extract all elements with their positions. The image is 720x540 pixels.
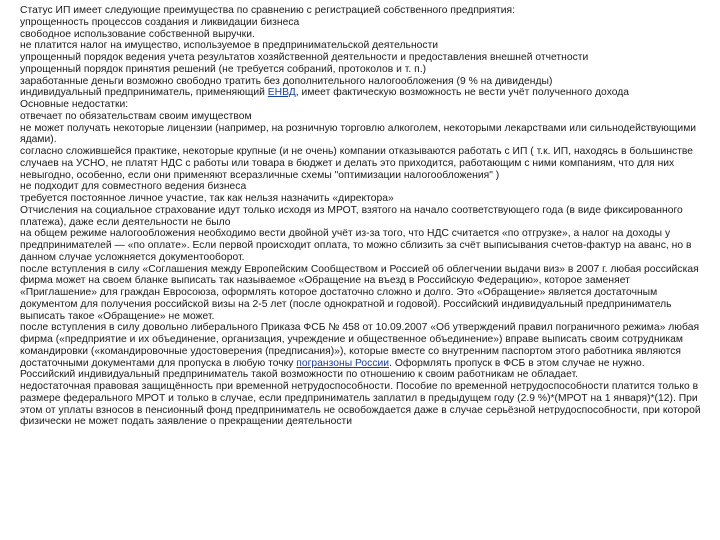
- text-segment: . Оформлять пропуск в ФСБ в этом случае не нужно. Российский индивидуальный предприниматель такой возможности по отношению к своим работникам не обладает.: [20, 357, 645, 381]
- list-item: упрощенный порядок ведения учета результатов хозяйственной деятельности и предоставления внешней отчетности: [20, 52, 589, 63]
- list-item: на общем режиме налогообложения необходимо вести двойной учёт из-за того, что НДС считается «по отгрузке», а налог на доходы у предпринимателей — «по оплате». Если первой происходит оплата, то можно сблизить за счёт выписывания счетов-фактур на аванс, но в данном случае усложняется документооборот.: [20, 228, 692, 263]
- text-segment: индивидуальный предприниматель, применяющий: [20, 87, 268, 99]
- text-segment: после вступления в силу довольно либерального Приказа ФСБ № 458 от 10.09.2007 «Об утверждений правил пограничного режима» любая фирма («предприятие и их объединение, организация, учреждение и общественное объединение») вправе выписать своим сотрудникам командировки («командировочные удостоверения (предписания)»), которые вместе со внутренним паспортом этого работника являются достаточными документами для пропуска в любую точку: [20, 322, 700, 369]
- list-item: согласно сложившейся практике, некоторые крупные (и не очень) компании отказываются работать с ИП ( т.к. ИП, находясь в большинстве случаев на УСНО, не платят НДС с работы или товара в бюджет и делать это приходится, работающим с ними компаниям, что для них невыгодно, особенно, если они применяют всеразличные схемы "оптимизации налогообложения" ): [20, 146, 694, 181]
- list-item: требуется постоянное личное участие, так как нельзя назначить «директора»: [20, 193, 394, 204]
- intro-disadvantages: Основные недостатки:: [20, 99, 129, 110]
- list-item: после вступления в силу «Соглашения между Европейским Сообществом и Россией об облегчении выдачи виз» в 2007 г. любая российская фирма может на своем бланке выписать так называемое «Обращение на въезд в Российскую Федерацию», которое заменяет «Приглашение» для граждан Евросоюза, оформлять которое достаточно сложно и долго. Это «Обращение» является достаточным документом для получения российской визы на 2-5 лет (после однократной и годовой). Российский индивидуальный предприниматель выписать такое «Обращение» не может.: [20, 263, 699, 322]
- intro-advantages: Статус ИП имеет следующие преимущества по сравнению с регистрацией собственного предприятия:: [20, 5, 516, 16]
- list-item: упрощенность процессов создания и ликвидации бизнеса: [20, 16, 300, 28]
- text-segment: , имеет фактическую возможность не вести учёт полученного дохода: [295, 87, 630, 99]
- list-item: Отчисления на социальное страхование идут только исходя из МРОТ, взятого на начало соответствующего года (в виде фиксированного платежа), даже если деятельности не было: [20, 204, 683, 228]
- border-zone-link[interactable]: погранзоны России: [296, 357, 390, 369]
- document-body: [20, 5, 702, 428]
- list-item: свободное использование собственной выручки.: [20, 28, 255, 40]
- envd-link[interactable]: ЕНВД: [267, 87, 296, 99]
- list-item: не платится налог на имущество, используемое в предпринимательской деятельности: [20, 40, 439, 52]
- list-item-envd: [20, 87, 702, 99]
- list-item-border-zone: [20, 322, 702, 381]
- list-item: недостаточная правовая защищённость при временной нетрудоспособности. Пособие по временной нетрудоспособности платится только в размере федерального МРОТ и только в случае, если предприниматель заплатил в предыдущем году (2.9 %)*(МРОТ на 1 января)*(12). При этом от уплаты взносов в пенсионный фонд предприниматель не освобождается даже в случае серьёзной нетрудоспособности, при которой физически не может подать заявление о прекращении деятельности: [20, 381, 701, 428]
- list-item: не может получать некоторые лицензии (например, на розничную торговлю алкоголем, некоторыми лекарствами или сильнодействующими ядами).: [20, 122, 697, 146]
- list-item: заработанные деньги возможно свободно тратить без дополнительного налогообложения (9 % на дивиденды): [20, 75, 553, 87]
- list-item: упрощенный порядок принятия решений (не требуется собраний, протоколов и т. п.): [20, 63, 427, 75]
- list-item: не подходит для совместного ведения бизнеса: [20, 181, 247, 193]
- list-item: отвечает по обязательствам своим имуществом: [20, 110, 252, 122]
